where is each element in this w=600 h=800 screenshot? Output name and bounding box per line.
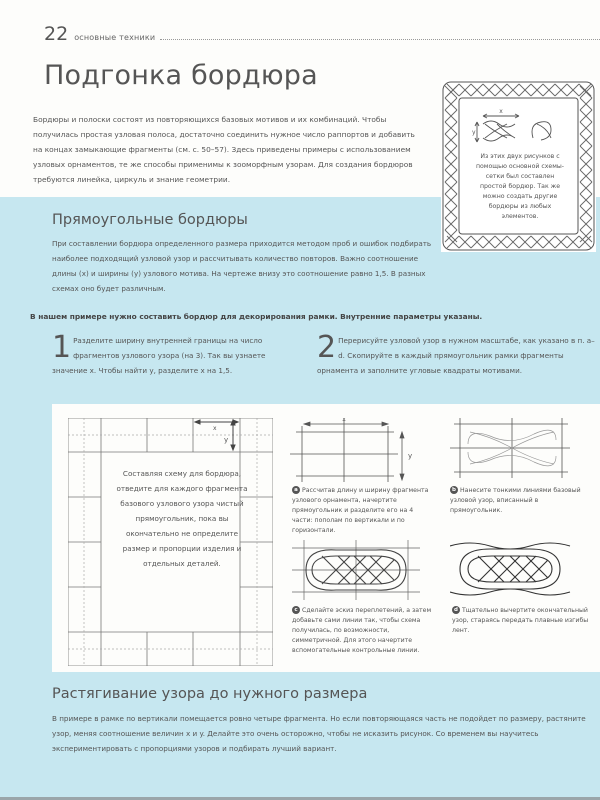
step-text: Перерисуйте узловой узор в нужном масштабе, как указано в п. a–d. Скопируйте в каждый прямоугольник рамки фрагменты орнамента и заполните угловые квадраты мотивами.	[317, 336, 595, 375]
intro-paragraph: Бордюры и полоски состоят из повторяющихся базовых мотивов и их комбинаций. Чтобы получилась простая узловая полоса, достаточно соединить нужное число раппортов и добавить на концах замыкающие фрагменты (см. с. 50–57). Здесь приведены примеры с использованием узловых орнаментов, те же способы применимы к зооморфным узорам. Для создания бордюров требуются линейка, циркуль и знание геометрии.	[33, 115, 415, 184]
frame-label-x: x	[499, 108, 503, 115]
bullet-b: b	[450, 486, 458, 494]
substep-a-caption	[292, 486, 432, 536]
bullet-d: d	[452, 606, 460, 614]
substep-text: Тщательно вычертите окончательный узор, стараясь передать плавные изгибы лент.	[452, 607, 589, 634]
page-header	[44, 16, 600, 44]
substep-d-caption	[452, 606, 592, 636]
example-note: В нашем примере нужно составить бордюр для декорирования рамки. Внутренние параметры указаны.	[30, 312, 483, 321]
frame-caption: Из этих двух рисунков с помощью основной схемы-сетки был составлен простой бордюр. Так же можно создать другие бордюры из любых элементов.	[475, 153, 565, 220]
substep-c-diagram	[292, 540, 420, 600]
bullet-a: a	[292, 486, 300, 494]
section-heading-stretching-pattern: Растягивание узора до нужного размера	[52, 686, 368, 702]
page-title: Подгонка бордюра	[44, 60, 318, 91]
step-number: 1	[52, 330, 72, 365]
header-dotted-rule	[160, 39, 600, 40]
step-1	[52, 330, 280, 378]
page-number: 22	[44, 23, 69, 45]
scheme-label-x: x	[213, 425, 217, 432]
substep-text: Рассчитав длину и ширину фрагмента узлового орнамента, начертите прямоугольник и разделите его на 4 части: пополам по вертикали и по горизонтали.	[292, 487, 429, 534]
substep-a-label-x: x	[342, 418, 346, 423]
section-heading-rectangular-borders: Прямоугольные бордюры	[52, 212, 248, 228]
substep-c-caption	[292, 606, 432, 656]
scheme-label-y: y	[224, 436, 229, 444]
substep-b-diagram	[450, 418, 570, 480]
step-text: Разделите ширину внутренней границы на число фрагментов узлового узора (на 3). Так вы узнаете значение x. Чтобы найти y, разделите x на 1,5.	[52, 336, 266, 375]
section2-paragraph: В примере в рамке по вертикали помещается ровно четыре фрагмента. Но если повторяющаяся часть не подойдет по размеру, растяните узор, меняя соотношение величин x и y. Делайте это очень осторожно, чтобы не исказить рисунок. Со временем вы научитесь экспериментировать с пропорциями узоров и подбирать лучший вариант.	[52, 714, 586, 753]
substep-text: Нанесите тонкими линиями базовый узловой узор, вписанный в прямоугольник.	[450, 487, 581, 514]
substep-d-diagram	[450, 540, 580, 598]
substep-a-label-y: y	[408, 452, 413, 460]
step-number: 2	[317, 330, 337, 365]
substep-a-diagram	[290, 418, 420, 484]
frame-label-y: y	[472, 129, 476, 136]
section-name: основные техники	[74, 33, 156, 42]
scheme-caption: Составляя схему для бордюра, отведите для каждого фрагмента базового узлового узора чистый прямоугольник, пока вы окончательно не определите размер и пропорции изделия и отдельных деталей.	[116, 469, 248, 568]
substep-b-caption	[450, 486, 590, 516]
substep-text: Сделайте эскиз переплетений, а затем добавьте сами линии так, чтобы схема получилась, по возможности, симметричной. Для этого начертите вспомогательные контрольные линии.	[292, 607, 432, 654]
diagrams-panel	[52, 404, 600, 672]
section1-paragraph: При составлении бордюра определенного размера приходится методом проб и ошибок подбирать наиболее подходящий узловой узор и рассчитывать количество повторов. Важно соотношение длины (x) и ширины (y) узлового мотива. На чертеже внизу это соотношение равно 1,5. В разных схемах оно будет различным.	[52, 239, 432, 293]
bullet-c: c	[292, 606, 300, 614]
step-2	[317, 330, 597, 378]
